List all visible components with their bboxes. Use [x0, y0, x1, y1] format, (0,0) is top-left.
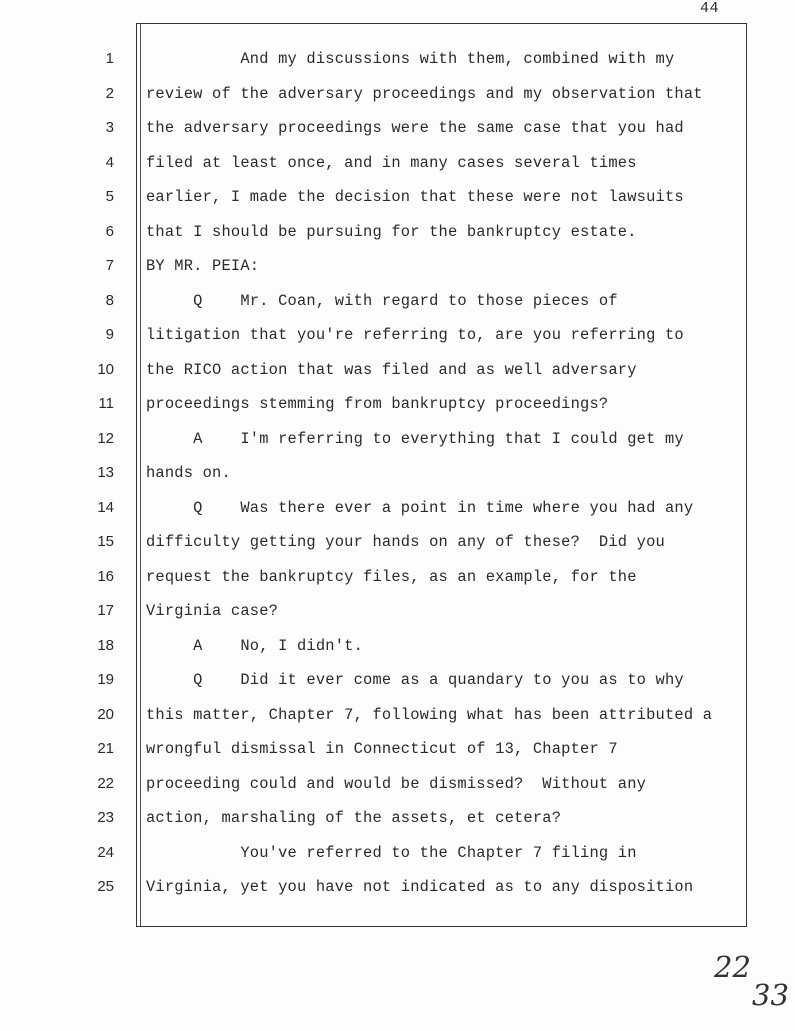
line-number: 23	[97, 809, 114, 826]
line-number: 24	[97, 843, 114, 861]
line-text: the RICO action that was filed and as well adversary	[146, 360, 637, 379]
transcript-line	[0, 767, 795, 802]
line-number: 15	[97, 533, 114, 550]
transcript-line	[0, 629, 795, 664]
transcript-line	[0, 491, 795, 526]
line-text: request the bankruptcy files, as an example, for the	[146, 567, 637, 586]
line-text: proceeding could and would be dismissed? Without any	[146, 774, 647, 793]
line-text: hands on.	[146, 464, 231, 482]
transcript-line	[0, 146, 795, 181]
transcript-line	[0, 801, 795, 836]
line-text: the adversary proceedings were the same case that you had	[146, 119, 684, 137]
line-number: 20	[97, 705, 114, 723]
line-text: BY MR. PEIA:	[146, 257, 260, 275]
line-number: 2	[105, 84, 114, 102]
transcript-border-bottom	[136, 926, 747, 927]
line-number: 11	[98, 395, 114, 412]
line-number: 14	[97, 498, 114, 516]
line-text: A I'm referring to everything that I could get my	[146, 429, 684, 448]
line-text: Virginia case?	[146, 602, 279, 620]
line-text: action, marshaling of the assets, et cetera?	[146, 809, 562, 827]
line-number: 25	[97, 878, 114, 895]
line-number: 5	[105, 188, 114, 205]
line-text: A No, I didn't.	[146, 636, 364, 655]
transcript-line	[0, 111, 795, 146]
line-number: 19	[97, 671, 114, 688]
transcript-line	[0, 663, 795, 698]
line-number: 6	[105, 222, 114, 240]
transcript-line	[0, 870, 795, 905]
line-text: wrongful dismissal in Connecticut of 13, Chapter 7	[146, 740, 618, 758]
transcript-line	[0, 732, 795, 767]
line-text: earlier, I made the decision that these were not lawsuits	[146, 188, 684, 206]
line-number: 18	[97, 636, 114, 654]
line-number: 12	[97, 429, 114, 447]
line-number: 8	[105, 291, 114, 309]
page-number: 44	[700, 0, 720, 17]
line-text: that I should be pursuing for the bankruptcy estate.	[146, 222, 637, 241]
line-number: 3	[105, 119, 114, 136]
transcript-line	[0, 318, 795, 353]
line-text: Q Did it ever come as a quandary to you as to why	[146, 671, 684, 689]
transcript-line	[0, 422, 795, 457]
handwritten-page-note: 22	[714, 950, 751, 984]
transcript-line	[0, 560, 795, 595]
line-text: difficulty getting your hands on any of these? Did you	[146, 533, 665, 551]
transcript-line	[0, 594, 795, 629]
line-text: proceedings stemming from bankruptcy proceedings?	[146, 395, 609, 413]
transcript-body	[0, 42, 795, 905]
line-number: 22	[97, 774, 114, 792]
transcript-border-top	[136, 23, 747, 24]
line-number: 10	[97, 360, 114, 378]
transcript-line	[0, 698, 795, 733]
transcript-line	[0, 387, 795, 422]
line-text: Q Was there ever a point in time where you had any	[146, 498, 694, 517]
line-text: And my discussions with them, combined with my	[146, 50, 675, 68]
line-number: 9	[105, 326, 114, 343]
transcript-line	[0, 249, 795, 284]
line-number: 17	[97, 602, 114, 619]
line-text: You've referred to the Chapter 7 filing in	[146, 843, 637, 862]
transcript-line	[0, 284, 795, 319]
handwritten-page-note-2: 33	[752, 978, 789, 1012]
line-text: filed at least once, and in many cases several times	[146, 153, 637, 172]
line-number: 1	[105, 50, 114, 67]
line-text: review of the adversary proceedings and my observation that	[146, 84, 703, 103]
transcript-line	[0, 180, 795, 215]
line-number: 16	[97, 567, 114, 585]
line-text: litigation that you're referring to, are you referring to	[146, 326, 684, 344]
line-number: 4	[105, 153, 114, 171]
transcript-line	[0, 215, 795, 250]
line-text: Virginia, yet you have not indicated as to any disposition	[146, 878, 694, 896]
transcript-line	[0, 77, 795, 112]
line-number: 7	[105, 257, 114, 274]
transcript-line	[0, 456, 795, 491]
transcript-line	[0, 42, 795, 77]
line-text: Q Mr. Coan, with regard to those pieces of	[146, 291, 618, 310]
line-text: this matter, Chapter 7, following what has been attributed a	[146, 705, 713, 724]
transcript-line	[0, 525, 795, 560]
line-number: 21	[97, 740, 114, 757]
line-number: 13	[97, 464, 114, 481]
transcript-line	[0, 353, 795, 388]
transcript-line	[0, 836, 795, 871]
